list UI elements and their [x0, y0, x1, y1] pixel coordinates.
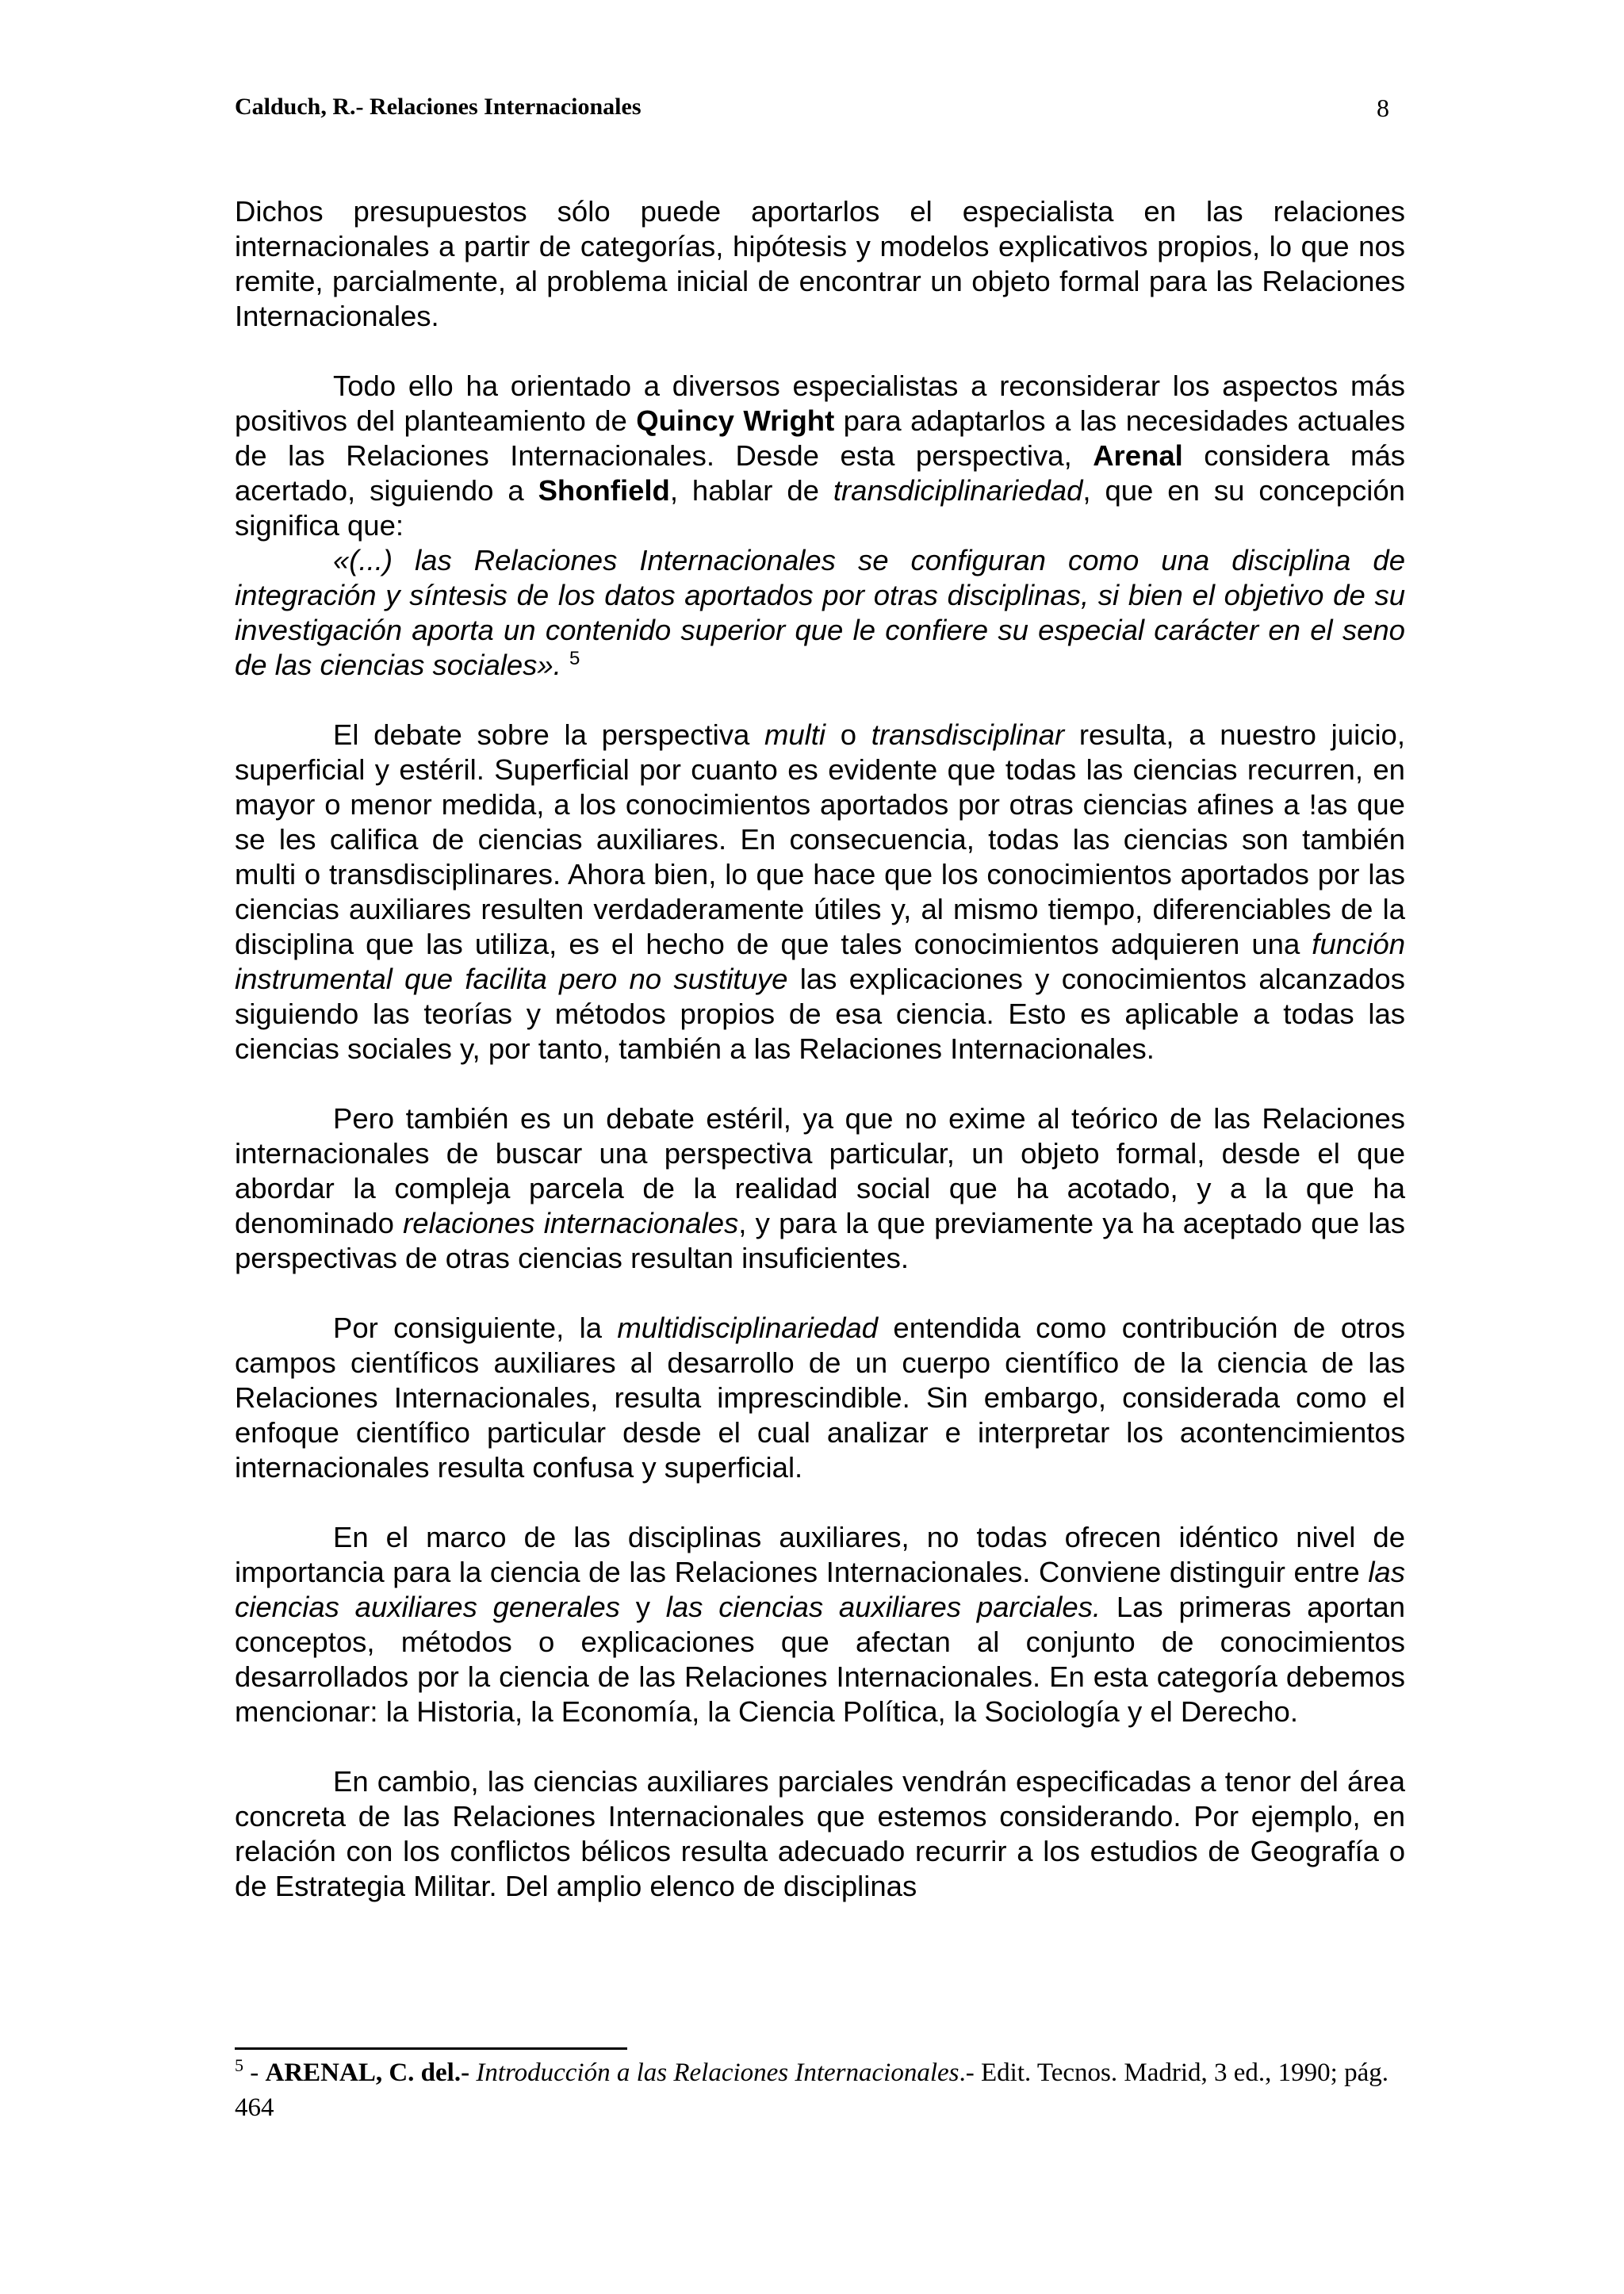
footnote-title: Introducción a las Relaciones Internacionales: [469, 2058, 959, 2087]
name-quincy-wright: Quincy Wright: [636, 404, 835, 437]
paragraph-1: Dichos presupuestos sólo puede aportarlos el especialista en las relaciones internacionales a partir de categorías, hipótesis y modelos explicativos propios, lo que nos remite, parcialmente, al problema inicial de encontrar un objeto formal para las Relaciones Internacionales.: [235, 195, 1405, 332]
page-header: [235, 94, 1389, 133]
footnote-divider: [235, 2047, 627, 2050]
paragraph-2: Todo ello ha orientado a diversos especialistas a reconsiderar los aspectos más positivos del planteamiento de Quincy Wright para adaptarlos a las necesidades actuales de las Relaciones Internacionales. Desde esta perspectiva, Arenal considera más acertado, siguiendo a Shonfield, hablar de transdiciplinariedad, que en su concepción significa que:: [235, 370, 1405, 542]
footnote-mark: 5: [235, 2055, 243, 2075]
name-shonfield: Shonfield: [538, 474, 670, 507]
body-text: [235, 194, 1405, 1904]
block-quote: «(...) las Relaciones Internacionales se configuran como una disciplina de integración y síntesis de los datos aportados por otras disciplinas, si bien el objetivo de su investigación aporta un contenido superior que le confiere su especial carácter en el seno de las ciencias sociales». $^5$: [235, 544, 1405, 681]
footnote-reference[interactable]: 5: [569, 647, 580, 669]
footnote-author: ARENAL, C. del.-: [265, 2058, 470, 2087]
running-title: Calduch, R.- Relaciones Internacionales: [235, 94, 642, 120]
paragraph-4: Pero también es un debate estéril, ya que no exime al teórico de las Relaciones internacionales de buscar una perspectiva particular, un objeto formal, desde el que abordar la compleja parcela de la realidad social que ha acotado, y a la que ha denominado relaciones internacionales, y para la que previamente ya ha aceptado que las perspectivas de otras ciencias resultan insuficientes.: [235, 1102, 1405, 1274]
paragraph-3: El debate sobre la perspectiva multi o transdisciplinar resulta, a nuestro juicio, superficial y estéril. Superficial por cuanto es evidente que todas las ciencias recurren, en mayor o menor medida, a los conocimientos aportados por otras ciencias afines a !as que se les califica de ciencias auxiliares. En consecuencia, todas las ciencias son también multi o transdisciplinares. Ahora bien, lo que hace que los conocimientos aportados por las ciencias auxiliares resulten verdaderamente útiles y, al mismo tiempo, diferenciables de la disciplina que las utiliza, es el hecho de que tales conocimientos adquieren una función instrumental que facilita pero no sustituye las explicaciones y conocimientos alcanzados siguiendo las teorías y métodos propios de esa ciencia. Esto es aplicable a todas las ciencias sociales y, por tanto, también a las Relaciones Internacionales.: [235, 718, 1405, 1065]
paragraph-7: En cambio, las ciencias auxiliares parciales vendrán especificadas a tenor del área concreta de las Relaciones Internacionales que estemos considerando. Por ejemplo, en relación con los conflictos bélicos resulta adecuado recurrir a los estudios de Geografía o de Estrategia Militar. Del amplio elenco de disciplinas: [235, 1765, 1405, 1902]
paragraph-6: En el marco de las disciplinas auxiliares, no todas ofrecen idéntico nivel de importancia para la ciencia de las Relaciones Internacionales. Conviene distinguir entre las ciencias auxiliares generales y las ciencias auxiliares parciales. Las primeras aportan conceptos, métodos o explicaciones que afectan al conjunto de conocimientos desarrollados por la ciencia de las Relaciones Internacionales. En esta categoría debemos mencionar: la Historia, la Economía, la Ciencia Política, la Sociología y el Derecho.: [235, 1521, 1406, 1728]
name-arenal: Arenal: [1093, 439, 1183, 472]
paragraph-5: Por consiguiente, la multidisciplinariedad entendida como contribución de otros campos científicos auxiliares al desarrollo de un cuerpo científico de la ciencia de las Relaciones Internacionales, resulta imprescindible. Sin embargo, considerada como el enfoque científico particular desde el cual analizar e interpretar los acontencimientos internacionales resulta confusa y superficial.: [235, 1312, 1405, 1484]
page-number: 8: [1377, 94, 1389, 122]
footnote: $^5$ - ARENAL, C. del.- Introducción a las Relaciones Internacionales.- Edit. Tecnos. Madrid, 3 ed., 1990; pág. 464: [235, 2055, 1388, 2122]
